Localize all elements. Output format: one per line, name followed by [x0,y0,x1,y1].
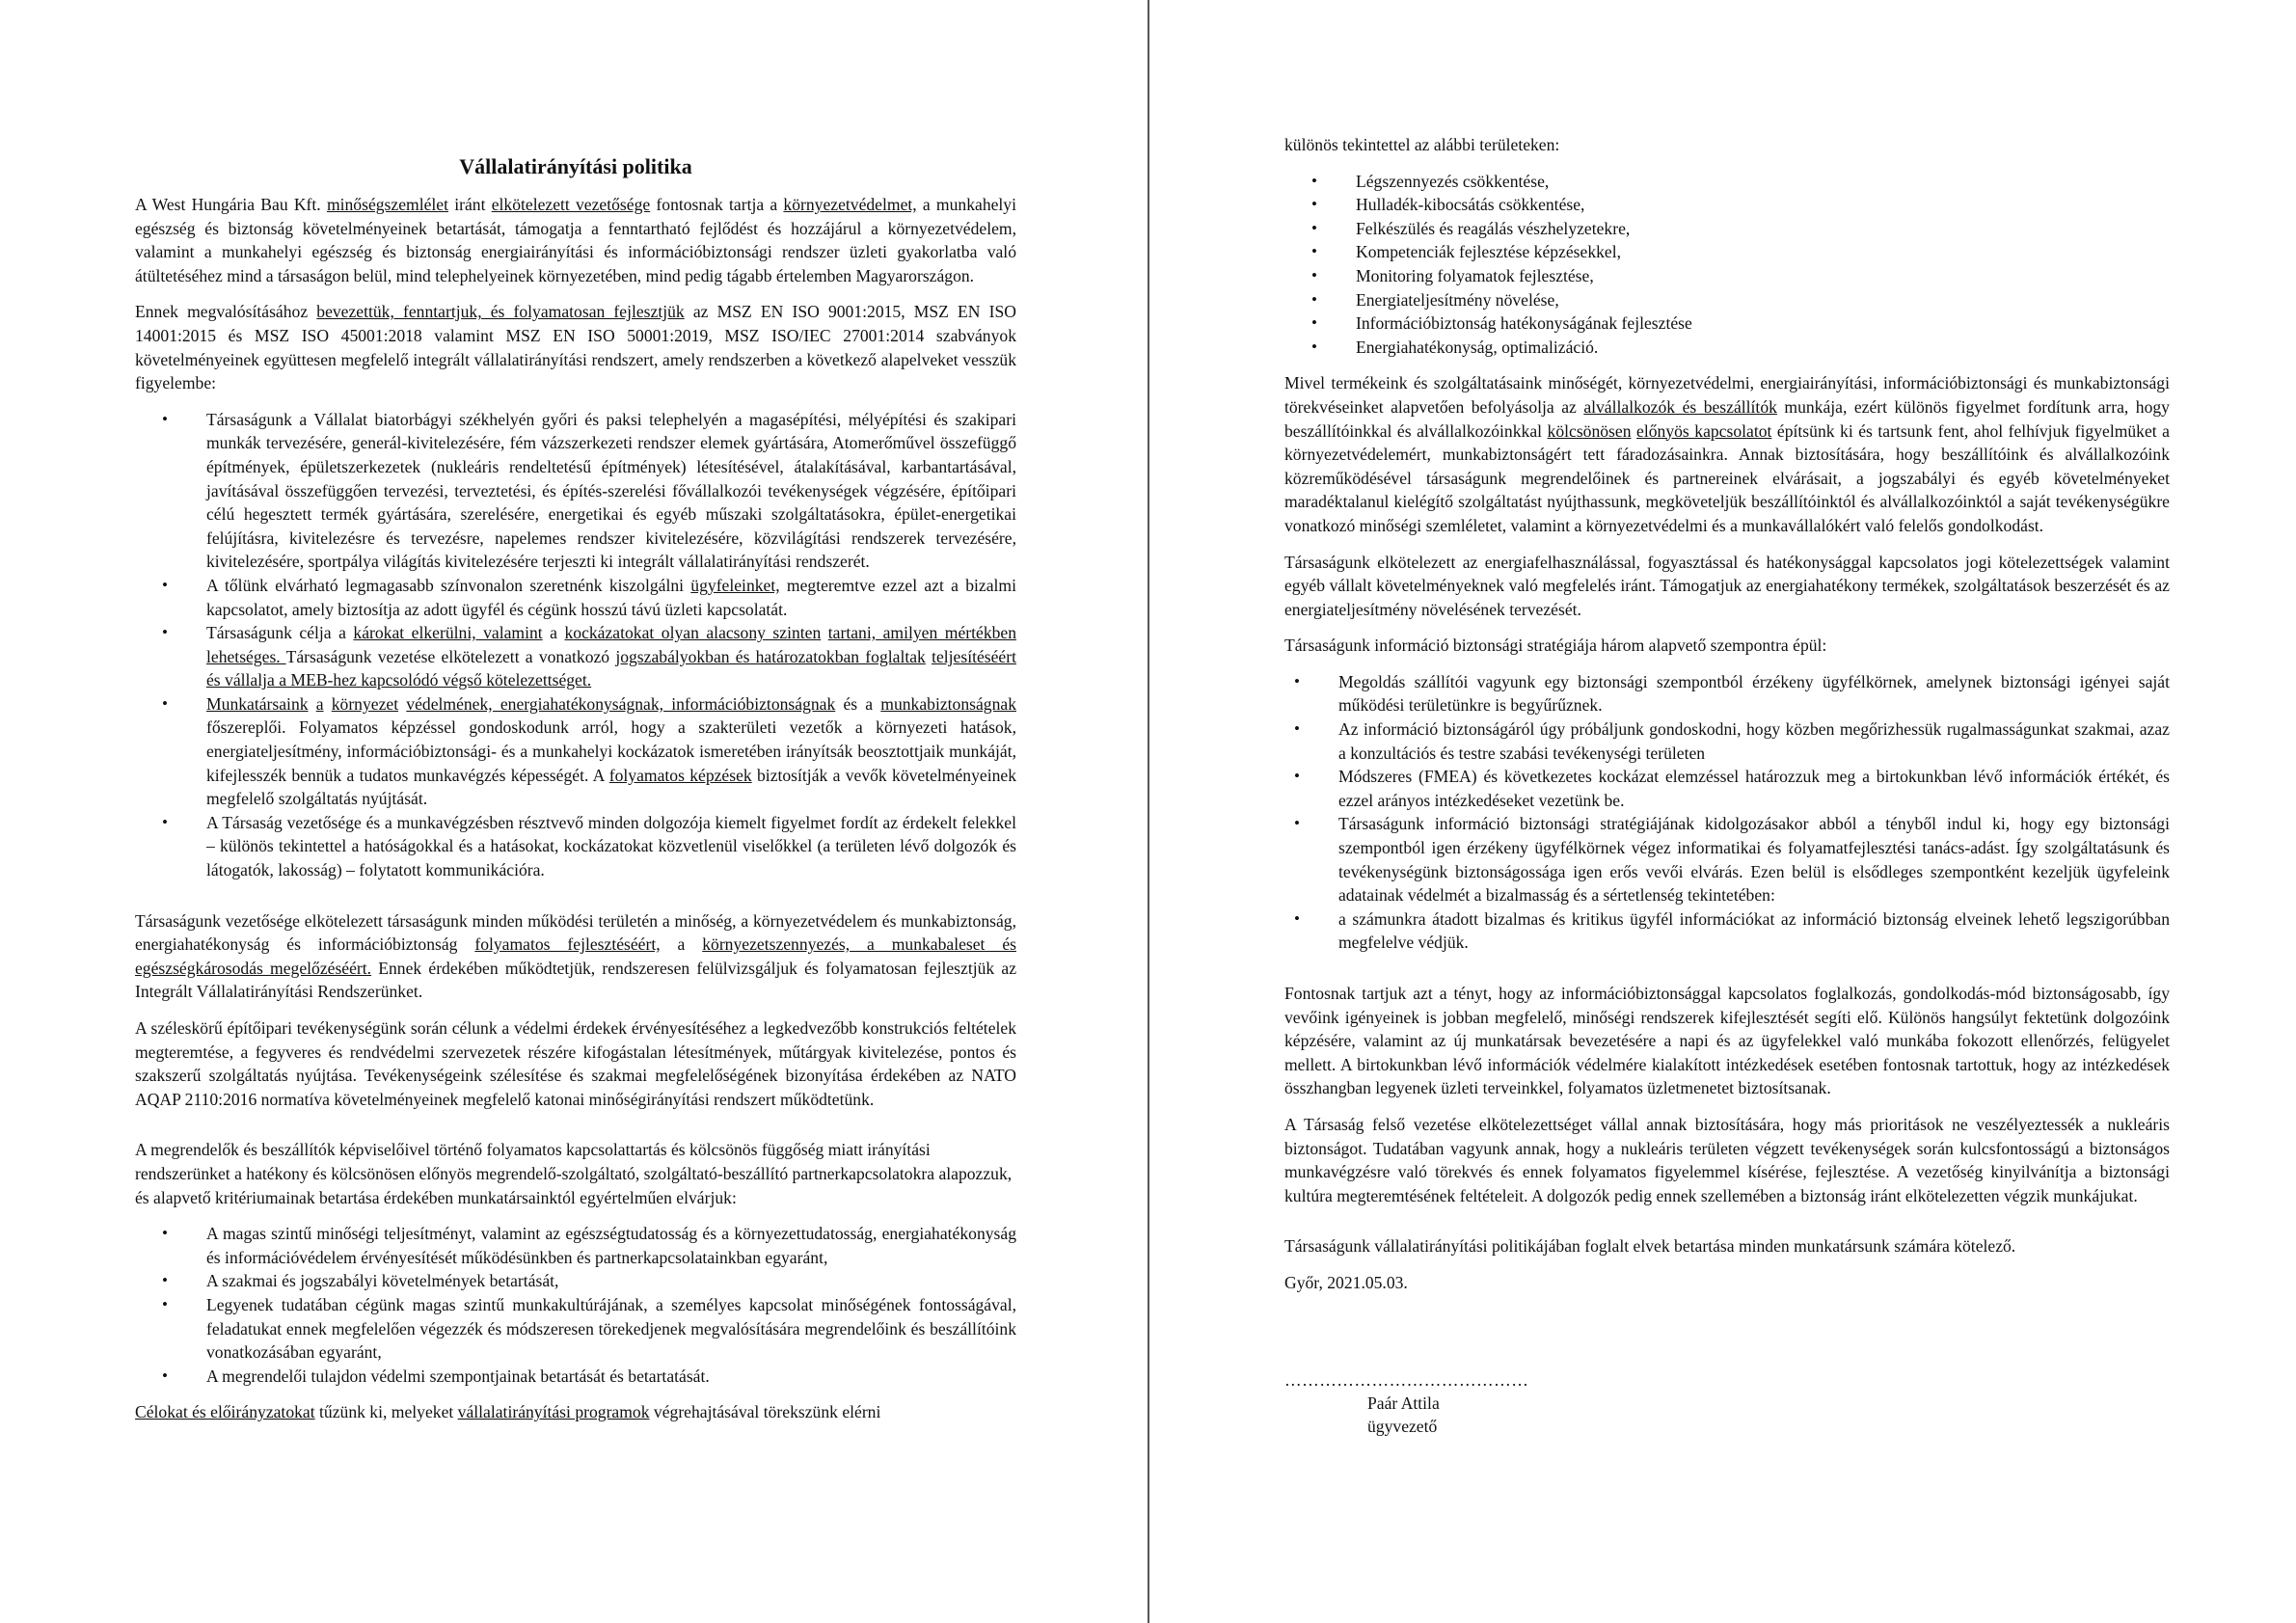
text-run: a [660,934,703,955]
text-run: Ennek érdekében működtetjük, rendszeresen felülvizsgáljuk és folyamatosan fejlesztjük az Integrált Vállalatirányítási Rendszerünket. [135,958,1016,1002]
underlined-text: környezetvédelmet, [783,195,917,214]
text-run: A tőlünk elvárható legmagasabb színvonalon szeretnénk kiszolgálni [206,575,691,595]
commitment-paragraph [135,909,1016,1004]
signatory-role: ügyvezető [1367,1417,1438,1437]
document-page-right [1149,0,2296,1623]
text-run: végrehajtásával törekszünk elérni [649,1402,881,1422]
text-run: az MSZ EN ISO 9001:2015, MSZ EN ISO 14001:2015 és MSZ ISO 45001:2018 valamint MSZ EN ISO 50001:2019, MSZ ISO/IEC 27001:2014 szabványok követelményeinek együttesen megfelelő integrált vállalatirányítási rendszert, amely rendszerben a következő alapelveket vesszük figyelembe: [135,302,1016,393]
text-run [821,623,828,642]
list-item: • A magas szintű minőségi teljesítményt, valamint az egészségtudatosság és a környezettudatosság, energiahatékonyság és információvédelem érvényesítését működésünkben és partnerkapcsolatainkban egyaránt, [206,1222,1016,1269]
list-item: • Az információ biztonságáról úgy próbáljunk gondoskodni, hogy közben megőrizhessük rugalmasságunkat szakmai, azaz a konzultációs és testre szabási tevékenységi területen [1338,717,2170,765]
list-item: • Energiahatékonyság, optimalizáció. [1356,336,2170,360]
intro-paragraph [135,193,1016,287]
page-right-content [1284,133,2170,1438]
text-run: a munkahelyi egészség és biztonság követelményeinek betartását, támogatja a fenntartható fejlődést és hozzájárul a környezetvédelem, valamint a munkahelyi egészség és biztonság energiairányítási és információbiztonsági rendszer üzleti gyakorlatba való átültetéséhez mind a társaságon belül, mind telephelyeinek környezetében, mind pedig tágabb értelemben Magyarországon. [135,195,1016,285]
text-run: Társaságunk vezetősége elkötelezett társaságunk minden működési területén a minőség, a környezetvédelem és munkabiztonság, energiahatékonyság és információbiztonság [135,910,1016,955]
energy-paragraph: Társaságunk elkötelezett az energiafelhasználással, fogyasztással és hatékonysággal kapcsolatos jogi kötelezettségek valamint egyéb vállalt követelményeknek való megfelelés iránt. Támogatjuk az energiahatékony termékek, szolgáltatások beszerzését és az energiateljesítmény növelésének tervezését. [1284,552,2170,619]
underlined-text: jogszabályokban és határozatokban foglaltak [615,646,926,666]
signatory-name: Paár Attila [1367,1393,1440,1414]
standards-paragraph [135,300,1016,394]
list-item: • Legyenek tudatában cégünk magas szintű munkakultúrájának, a személyes kapcsolat minőségének fontosságával, feladatukat ennek megfelelően végezzék és módszeresen törekedjenek megvalósítására megrendelőink és beszállítóink vonatkozásában egyaránt, [206,1293,1016,1365]
underlined-text: Célokat és előirányzatokat [135,1402,315,1422]
list-item [206,692,1016,811]
suppliers-paragraph [1284,371,2170,537]
security-list [1284,670,2170,955]
list-item: • A Társaság vezetősége és a munkavégzésben résztvevő minden dolgozója kiemelt figyelmet fordít az érdekelt felekkel – különös tekintettel a hatóságokkal és a hatásokat, kockázatokat közvetlenül viselőkkel (a területen lévő dolgozók és látogatók, lakosság) – folytatott kommunikációra. [206,811,1016,882]
list-item: • Felkészülés és reagálás vészhelyzetekre, [1356,217,2170,241]
list-item: • Kompetenciák fejlesztése képzésekkel, [1356,240,2170,264]
expectations-list [135,1222,1016,1388]
underlined-text: bevezettük, fenntartjuk, és folyamatosan fejlesztjük [316,302,685,322]
underlined-text: vállalatirányítási programok [457,1402,650,1422]
text-run [309,694,316,714]
text-run: Társaságunk vezetése elkötelezett a vonatkozó [285,646,616,666]
signature-line: …………………………………… [1284,1369,1529,1390]
text-run: megteremtve ezzel azt a bizalmi kapcsolatot, amely biztosítja az adott ügyfél és cégünk hosszú távú üzleti kapcsolatát. [206,575,1016,619]
obligation-paragraph: Társaságunk vállalatirányítási politikájában foglalt elvek betartása minden munkatársunk számára kötelező. [1284,1236,2016,1257]
partners-paragraph: A megrendelők és beszállítók képviselőivel történő folyamatos kapcsolattartás és kölcsönös függőség miatt irányítási rendszerünket a hatékony és kölcsönösen előnyös megrendelő-szolgáltató, szolgáltató-beszállító partnerkapcsolatokra alapozzuk, és alapvető kritériumainak betartása érdekében munkatársainktól egyértelműen elvárjuk: [135,1140,1013,1207]
text-run: és a [835,693,881,714]
underlined-text: károkat elkerülni, valamint [353,623,543,643]
underlined-text: ügyfeleinket, [690,575,780,595]
underlined-text: kölcsönösen [1547,420,1632,441]
text-run: Ennek megvalósításához [135,302,317,322]
list-item: • Monitoring folyamatok fejlesztése, [1356,264,2170,288]
text-run: fontosnak tartja a [650,195,784,214]
underlined-text: folyamatos fejlesztéséért, [474,934,661,955]
infosec-paragraph: Fontosnak tartjuk azt a tényt, hogy az információbiztonsággal kapcsolatos foglalkozás, gondolkodás-mód biztonságosabb, így vevőink igényeinek is jobban megfelelő, minőségi rendszerek kifejlesztését segíti elő. Különös hangsúlyt fektetünk dolgozóink képzésére, valamint az új munkatársak bevezetésére a napi és az ügyfelekkel való munkába fokozott ellenőrzés, felügyelet mellett. A birtokunkban lévő információk védelmére kialakított intézkedések esetében fontosnak tartottuk, hogy az intézkedések összhangban legyenek üzleti terveinkkel, folyamatos üzletmenetet biztosítsanak. [1284,984,2170,1098]
text-run: tűzünk ki, melyeket [314,1402,458,1422]
goals-paragraph [135,1400,1016,1424]
text-run: Társaságunk célja a [206,623,354,643]
underlined-text: munkabiztonságnak [880,693,1016,714]
underlined-text: környezet [331,693,399,714]
areas-intro: különös tekintettel az alábbi területeken: [1284,135,1560,154]
text-run [324,694,332,714]
underlined-text: Munkatársaink [206,693,309,714]
list-item: • Energiateljesítmény növelése, [1356,288,2170,312]
text-run: munkája, ezért különös figyelmet fordítunk arra, hogy beszállítóinkkal és alvállalkozóinkkal [1284,396,2170,441]
underlined-text: minőségszemlélet [326,195,448,214]
underlined-text: előnyös kapcsolatot [1636,420,1772,441]
list-item: • Hulladék-kibocsátás csökkentése, [1356,193,2170,217]
list-item: • Légszennyezés csökkentése, [1356,170,2170,194]
defense-paragraph: A széleskörű építőipari tevékenységünk során célunk a védelmi érdekek érvényesítéséhez a legkedvezőbb konstrukciós feltételek megteremtése, a fegyveres és rendvédelmi szervezetek részére kifogástalan létesítmények, műtárgyak kivitelezése, pontos és szakszerű szolgáltatás nyújtása. Tevékenységeink szélesítése és szakmai megfelelőségének bizonyítása érdekében az NATO AQAP 2110:2016 normatíva követelményeinek megfelelő katonai minőségirányítási rendszert működtetünk. [135,1018,1016,1109]
underlined-text: elkötelezett vezetősége [491,195,651,214]
list-item: • Módszeres (FMEA) és következetes kockázat elemzéssel határozzuk meg a birtokunkban lévő információk értékét, és ezzel arányos intézkedéseket vezetünk be. [1338,765,2170,812]
principles-list [135,408,1016,882]
underlined-text: folyamatos képzések [608,765,752,785]
list-item [206,574,1016,621]
list-item [206,621,1016,692]
underlined-text: alvállalkozók és beszállítók [1583,396,1777,417]
text-run: építsünk ki és tartsunk fent, ahol felhívjuk figyelmüket a környezetvédelemért, munkabiztonságért tett fáradozásainkra. Annak biztosítására, hogy beszállítóink és alvállalkozóink közreműködésével társaságunk megrendelőinek és partnereinek elvárásait, a jogszabályi és egyéb követelményeket maradéktalanul kielégítő szolgáltatást nyújthassunk, megköveteljük beszállítóinktól és alvállalkozóinktól a saját tevékenységükre vonatkozó minőségi szemléletet, valamint a környezetvédelmi és a munkavállalókért való felelős gondolkodást. [1284,420,2170,535]
security-intro: Társaságunk információ biztonsági stratégiája három alapvető szempontra épül: [1284,636,1827,656]
list-item: • A megrendelői tulajdon védelmi szempontjainak betartását és betartatását. [206,1365,1016,1389]
list-item: • A szakmai és jogszabályi követelmények betartását, [206,1269,1016,1293]
nuclear-paragraph: A Társaság felső vezetése elkötelezettséget vállal annak biztosítására, hogy más prioritások ne veszélyeztessék a nukleáris biztonságot. Tudatában vagyunk annak, hogy a nukleáris területen végzett tevékenységek során kulcsfontosságú a biztonságos munkavégzésre való törekvés és ennek folyamatos figyelemmel kísérése, fejlesztése. A vezetőség kinyilvánítja a biztonsági kultúra megteremtésének feltételeit. A dolgozók pedig ennek szellemében a biztonság iránt elkötelezetten végzik munkájukat. [1284,1114,2170,1205]
list-item: • Információbiztonság hatékonyságának fejlesztése [1356,311,2170,336]
document-title: Vállalatirányítási politika [459,154,692,178]
page-left-content [135,154,1016,1437]
text-run: a [542,623,565,643]
list-item: • Társaságunk a Vállalat biatorbágyi székhelyén győri és paksi telephelyén a magasépítési, mélyépítési és szakipari munkák tervezésére, generál-kivitelezésére, fém vázszerkezeti rendszer elemek gyártására, Atomerőművel összefüggő építmények, épületszerkezetek (nukleáris rendeltetésű építmények) létesítésével, átalakításával, karbantartásával, javításával összefüggően tervezési, terveztetési, és építés-szerelési fővállalkozói tevékenységek végzésére, építőipari célú hegesztett termék gyártására, szerelésére, energetikai és egyéb műszaki szolgáltatásokra, épület-energetikai felújításra, kivitelezésre és tervezésre, napelemes rendszer kivitelezésére, közvilágítási rendszerek tervezésére, kivitelezésére, sportpálya világítás kivitelezésére terjeszti ki integrált vállalatirányítási rendszerét. [206,408,1016,574]
areas-list [1284,170,2170,360]
underlined-text: a [315,693,324,714]
place-date: Győr, 2021.05.03. [1284,1272,1408,1292]
list-item: • Megoldás szállítói vagyunk egy biztonsági szempontból érzékeny ügyfélkörnek, amelynek biztonsági igényei saját működési területünkre is begyűrűznek. [1338,670,2170,717]
underlined-text: kockázatokat olyan alacsony szinten [564,623,822,643]
text-run: biztosítják a vevők követelményeinek megfelelő szolgáltatás nyújtását. [206,765,1016,809]
list-item: • Társaságunk információ biztonsági stratégiájának kidolgozásakor abból a tényből indul ki, hogy egy biztonsági szempontból igen érzékeny ügyfélkörnek végez informatikai és folyamatfejlesztési tanács-adást. Így szolgáltatásunk és tevékenységünk biztonságossága igen erős vevői elvárás. Ezen belül is elsődleges szempontként kezeljük ügyfeleink adatainak védelmét a bizalmasság és a sértetlenség tekintetében: [1338,812,2170,906]
underlined-text: tartani, amilyen mértékben lehetséges. [206,623,1017,666]
text-run: főszereplői. Folyamatos képzéssel gondoskodunk arról, hogy a szakterületi vezetők a környezeti hatások, energiateljesítmény, információbiztonsági- és a munkahelyi kockázatok ismeretében irányítsák beosztottjaik munkáját, kifejlesszék bennük a tudatos munkavégzés képességét. A [206,717,1016,785]
list-item: • a számunkra átadott bizalmas és kritikus ügyfél információkat az információ biztonság elveinek lehető legszigorúbban megfelelve védjük. [1338,907,2170,955]
underlined-text: védelmének, energiahatékonyságnak, információbiztonságnak [406,693,836,714]
underlined-text: környezetszennyezés, a munkabaleset és egészségkárosodás megelőzéséért. [135,934,1016,978]
text-run: Mivel termékeink és szolgáltatásaink minőségét, környezetvédelmi, energiairányítási, információbiztonsági és munkabiztonsági törekvéseinket alapvetően befolyásolja az [1284,373,2170,417]
text-run: iránt [448,195,492,214]
text-run: A West Hungária Bau Kft. [135,195,327,214]
underlined-text: teljesítéséért és vállalja a MEB-hez kapcsolódó végső kötelezettséget. [206,646,1016,690]
